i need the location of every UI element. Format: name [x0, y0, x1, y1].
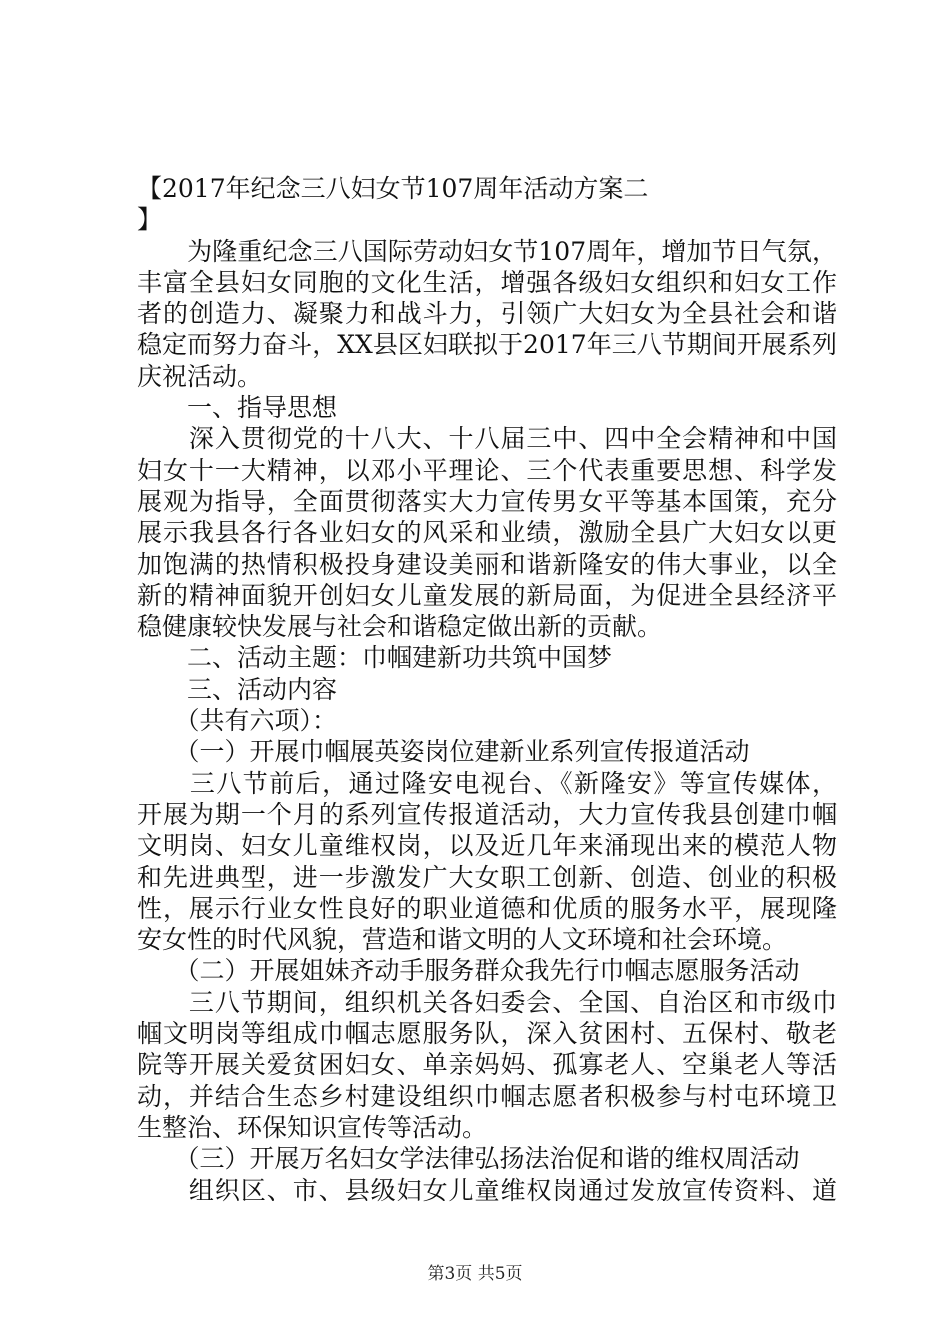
text-line: 稳定而努力奋斗，XX县区妇联拟于2017年三八节期间开展系列: [137, 330, 837, 360]
text-line: 性，展示行业女性良好的职业道德和优质的服务水平，展现隆: [137, 893, 837, 923]
document-body: [137, 173, 837, 1206]
text-line: 为隆重纪念三八国际劳动妇女节107周年，增加节日气氛，: [137, 236, 837, 266]
text-line: 展观为指导，全面贯彻落实大力宣传男女平等基本国策，充分: [137, 486, 837, 516]
text-line: 开展为期一个月的系列宣传报道活动，大力宣传我县创建巾帼: [137, 799, 837, 829]
text-line: 帼文明岗等组成巾帼志愿服务队，深入贫困村、五保村、敬老: [137, 1019, 837, 1049]
text-line: 深入贯彻党的十八大、十八届三中、四中全会精神和中国: [137, 424, 837, 454]
text-line: 生整治、环保知识宣传等活动。: [137, 1112, 488, 1142]
text-line: （一）开展巾帼展英姿岗位建新业系列宣传报道活动: [137, 737, 750, 767]
text-line: 加饱满的热情积极投身建设美丽和谐新隆安的伟大事业，以全: [137, 549, 837, 579]
text-line: 者的创造力、凝聚力和战斗力，引领广大妇女为全县社会和谐: [137, 299, 837, 329]
text-line: 】: [137, 205, 163, 235]
text-line: 新的精神面貌开创妇女儿童发展的新局面，为促进全县经济平: [137, 580, 837, 610]
text-line: 三、活动内容: [137, 674, 338, 704]
text-line: （共有六项）：: [137, 706, 338, 736]
page-number-footer: 第3页 共5页: [427, 1264, 523, 1284]
text-line: 庆祝活动。: [137, 361, 263, 391]
text-line: 文明岗、妇女儿童维权岗，以及近几年来涌现出来的模范人物: [137, 831, 837, 861]
text-line: 二、活动主题：巾帼建新功共筑中国梦: [137, 643, 613, 673]
text-line: 妇女十一大精神，以邓小平理论、三个代表重要思想、科学发: [137, 455, 837, 485]
text-line: 安女性的时代风貌，营造和谐文明的人文环境和社会环境。: [137, 925, 788, 955]
text-line: 一、指导思想: [137, 393, 338, 423]
text-line: 院等开展关爱贫困妇女、单亲妈妈、孤寡老人、空巢老人等活: [137, 1050, 837, 1080]
text-line: 展示我县各行各业妇女的风采和业绩，激励全县广大妇女以更: [137, 518, 837, 548]
text-line: （三）开展万名妇女学法律弘扬法治促和谐的维权周活动: [137, 1144, 800, 1174]
text-line: 组织区、市、县级妇女儿童维权岗通过发放宣传资料、道: [137, 1175, 837, 1205]
text-line: 【2017年纪念三八妇女节107周年活动方案二: [137, 174, 649, 203]
text-line: 丰富全县妇女同胞的文化生活，增强各级妇女组织和妇女工作: [137, 267, 837, 297]
text-line: 和先进典型，进一步激发广大女职工创新、创造、创业的积极: [137, 862, 837, 892]
text-line: （二）开展姐妹齐动手服务群众我先行巾帼志愿服务活动: [137, 956, 800, 986]
text-line: 三八节前后，通过隆安电视台、《新隆安》等宣传媒体，: [137, 768, 837, 798]
text-line: 三八节期间，组织机关各妇委会、全国、自治区和市级巾: [137, 987, 837, 1017]
text-line: 稳健康较快发展与社会和谐稳定做出新的贡献。: [137, 612, 663, 642]
text-line: 动，并结合生态乡村建设组织巾帼志愿者积极参与村屯环境卫: [137, 1081, 837, 1111]
